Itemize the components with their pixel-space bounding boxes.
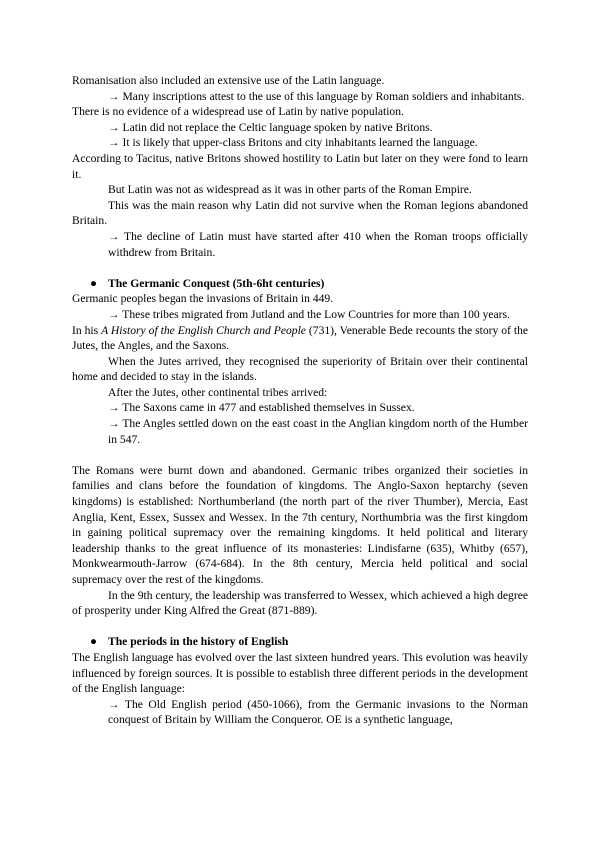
heading-text: The periods in the history of English xyxy=(108,635,289,649)
section-heading-germanic-conquest xyxy=(72,276,528,292)
arrow-point: → Many inscriptions attest to the use of this language by Roman soldiers and inhabitants. xyxy=(108,89,525,103)
page-content xyxy=(72,73,528,728)
paragraph xyxy=(72,323,528,354)
paragraph: There is no evidence of a widespread use of Latin by native population. xyxy=(72,105,404,119)
paragraph: In the 9th century, the leadership was transferred to Wessex, which achieved a high degree of prosperity under King Alfred the Great (871-889). xyxy=(72,588,528,618)
spacer xyxy=(72,447,528,463)
spacer xyxy=(72,260,528,276)
paragraph: The English language has evolved over the last sixteen hundred years. This evolution was heavily influenced by foreign sources. It is possible to establish three different periods in the development of the English language: xyxy=(72,650,528,696)
arrow-point: → It is likely that upper-class Britons and city inhabitants learned the language. xyxy=(108,136,478,150)
arrow-point: → Latin did not replace the Celtic language spoken by native Britons. xyxy=(108,120,433,134)
bullet-icon: ● xyxy=(90,635,98,649)
arrow-point: → The Angles settled down on the east coast in the Anglian kingdom north of the Humber in 547. xyxy=(108,417,528,446)
text-span: In his xyxy=(72,323,102,337)
arrow-point: → The Old English period (450-1066), from the Germanic invasions to the Norman conquest of Britain by William the Conqueror. OE is a synthetic language, xyxy=(108,697,528,727)
spacer xyxy=(72,619,528,635)
paragraph: When the Jutes arrived, they recognised the superiority of Britain over their continental home and decided to stay in the islands. xyxy=(72,354,528,384)
text-span: (731), Venerable Bede recounts the story of the Jutes, the Angles, and the Saxons. xyxy=(72,323,529,353)
arrow-point: → These tribes migrated from Jutland and the Low Countries for more than 100 years. xyxy=(108,307,510,321)
paragraph: The Romans were burnt down and abandoned. Germanic tribes organized their societies in families and clans before the foundation of kingdoms. The Anglo-Saxon heptarchy (seven kingdoms) is established: Northumberland (the north part of the river Thumber), Mercia, East Anglia, Kent, Essex, Sussex and Wessex. In the 7th century, Northumbria was the first kingdom in gaining political supremacy over the remaining kingdoms. It held political and literary leadership thanks to the great influence of its monasteries: Lindisfarne (635), Whitby (657), Monkwearmouth-Jarrow (674-684). In the 8th century, Mercia held political and social supremacy over the rest of the kingdoms. xyxy=(72,463,528,586)
section-heading-periods-english xyxy=(72,634,528,650)
book-title: A History of the English Church and People xyxy=(101,323,306,337)
paragraph: After the Jutes, other continental tribes arrived: xyxy=(108,385,328,399)
paragraph: Germanic peoples began the invasions of Britain in 449. xyxy=(72,292,334,306)
arrow-point: → The decline of Latin must have started after 410 when the Roman troops officially withdrew from Britain. xyxy=(108,229,528,259)
paragraph: This was the main reason why Latin did not survive when the Roman legions abandoned Britain. xyxy=(72,198,528,228)
paragraph: But Latin was not as widespread as it was in other parts of the Roman Empire. xyxy=(108,183,472,197)
paragraph: According to Tacitus, native Britons showed hostility to Latin but later on they were fond to learn it. xyxy=(72,151,528,181)
heading-text: The Germanic Conquest (5th-6ht centuries) xyxy=(108,276,325,290)
bullet-icon: ● xyxy=(90,276,98,290)
paragraph: Romanisation also included an extensive use of the Latin language. xyxy=(72,74,385,87)
arrow-point: → The Saxons came in 477 and established themselves in Sussex. xyxy=(108,401,415,415)
